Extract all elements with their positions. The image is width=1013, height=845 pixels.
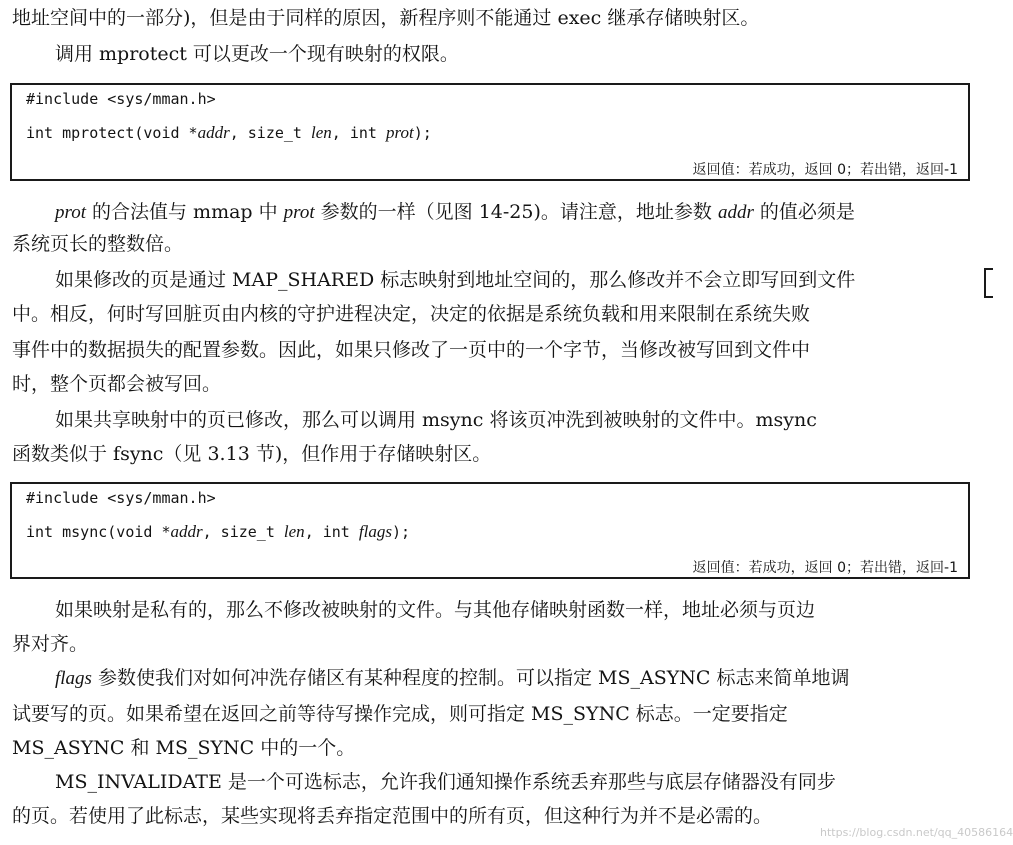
param-len: len [311, 123, 332, 142]
param-addr: addr [170, 522, 203, 541]
text-line: 如果修改的页是通过 MAP_SHARED 标志映射到地址空间的，那么修改并不会立即写回到文件 [55, 269, 856, 291]
signature-text: , int [304, 523, 359, 541]
text-line: 时，整个页都会被写回。 [12, 373, 222, 395]
signature-text: , size_t [202, 523, 284, 541]
text-line: 如果映射是私有的，那么不修改被映射的文件。与其他存储映射函数一样，地址必须与页边 [55, 599, 816, 621]
text-line: 系统页长的整数倍。 [12, 233, 184, 255]
function-signature [26, 522, 410, 542]
text-line: MS_ASYNC 和 MS_SYNC 中的一个。 [12, 737, 356, 759]
term-addr: addr [717, 202, 754, 223]
text-span: 参数的一样（见图 14-25)。请注意，地址参数 [314, 201, 718, 223]
text-line: 如果共享映射中的页已修改，那么可以调用 msync 将该页冲洗到被映射的文件中。msync [55, 409, 817, 431]
text-line: 地址空间中的一部分)，但是由于同样的原因，新程序则不能通过 exec 继承存储映射区。 [12, 7, 760, 29]
param-prot: prot [385, 123, 414, 142]
return-value-note: 返回值：若成功，返回 0；若出错，返回-1 [692, 162, 958, 178]
text-line: 函数类似于 fsync（见 3.13 节)，但作用于存储映射区。 [12, 443, 492, 465]
text-line: MS_INVALIDATE 是一个可选标志，允许我们通知操作系统丢弃那些与底层存储器没有同步 [55, 771, 836, 793]
text-line [55, 200, 855, 224]
code-box-mprotect [10, 83, 970, 181]
signature-text: int mprotect(void * [26, 124, 198, 142]
param-addr: addr [197, 123, 230, 142]
return-value-note: 返回值：若成功，返回 0；若出错，返回-1 [692, 560, 958, 576]
param-flags: flags [358, 522, 392, 541]
text-span: 的合法值与 mmap 中 [85, 201, 284, 223]
param-len: len [283, 522, 305, 541]
code-box-msync [10, 482, 970, 579]
text-span: 的值必须是 [753, 201, 855, 223]
signature-text: ); [413, 124, 432, 142]
text-line: 界对齐。 [12, 633, 89, 655]
signature-text: , int [331, 124, 386, 142]
term-prot: prot [283, 202, 315, 223]
term-prot: prot [55, 202, 86, 223]
signature-text: ); [391, 523, 410, 541]
text-span: 参数使我们对如何冲洗存储区有某种程度的控制。可以指定 MS_ASYNC 标志来简单地调 [91, 667, 850, 689]
function-signature [26, 123, 432, 143]
signature-text: int msync(void * [26, 523, 171, 541]
text-line: 试要写的页。如果希望在返回之前等待写操作完成，则可指定 MS_SYNC 标志。一定要指定 [12, 703, 788, 725]
text-line [55, 666, 850, 690]
watermark: https://blog.csdn.net/qq_40586164 [820, 826, 1013, 839]
text-line: 调用 mprotect 可以更改一个现有映射的权限。 [55, 43, 459, 65]
text-line: 事件中的数据损失的配置参数。因此，如果只修改了一页中的一个字节，当修改被写回到文件中 [12, 339, 811, 361]
margin-bracket [984, 268, 993, 298]
include-line: #include <sys/mman.h> [26, 90, 216, 108]
signature-text: , size_t [229, 124, 311, 142]
text-line: 中。相反，何时写回脏页由内核的守护进程决定，决定的依据是系统负载和用来限制在系统失败 [12, 303, 811, 325]
term-flags: flags [55, 668, 92, 689]
include-line: #include <sys/mman.h> [26, 489, 216, 507]
text-line: 的页。若使用了此标志，某些实现将丢弃指定范围中的所有页，但这种行为并不是必需的。 [12, 805, 773, 827]
